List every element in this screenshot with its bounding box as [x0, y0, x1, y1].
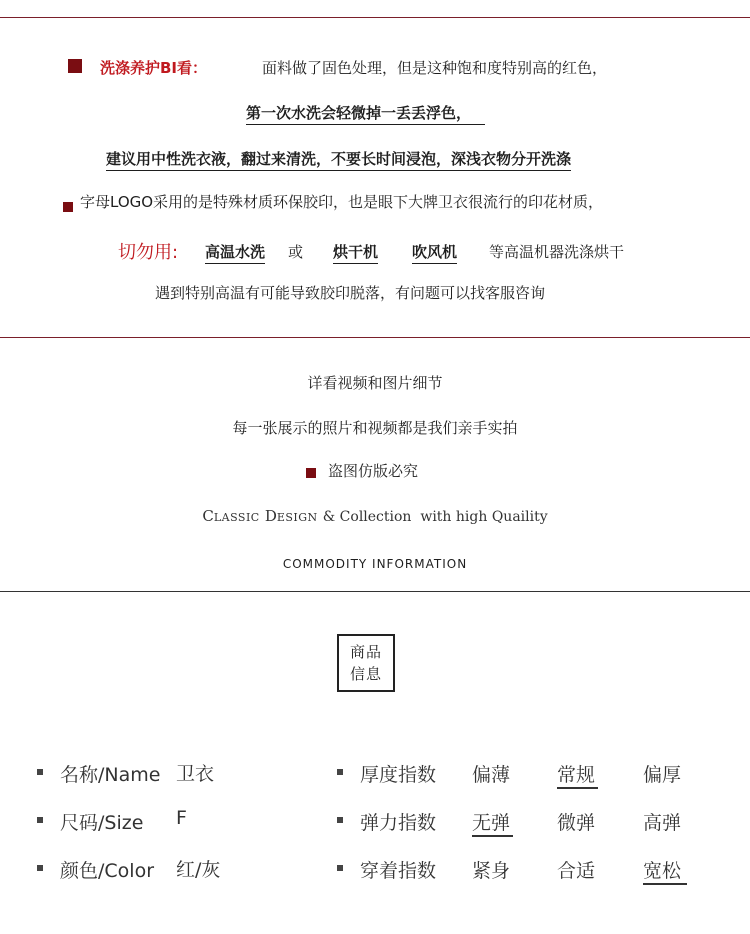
thickness-option-thick: 偏厚 — [643, 764, 682, 786]
fit-selected-underline — [643, 883, 687, 885]
notice-line-2: 每一张展示的照片和视频都是我们亲手实拍 — [232, 419, 518, 437]
product-info-box-line-1: 商品 — [349, 643, 382, 661]
size-value: F — [176, 807, 187, 829]
care-line-2: 第一次水洗会轻微掉一丢丢浮色， — [246, 102, 485, 123]
warn-item-hot-wash: 高温水洗 — [205, 241, 265, 262]
name-label: 名称/Name — [60, 764, 161, 786]
top-rule — [0, 17, 750, 18]
notice-marker — [306, 463, 316, 482]
elasticity-label: 弹力指数 — [360, 812, 437, 834]
elasticity-option-slight: 微弹 — [557, 812, 596, 834]
care-line-3: 建议用中性洗衣液，翻过来清洗，不要长时间浸泡，深浅衣物分开洗涤 — [106, 148, 571, 169]
elasticity-option-high: 高弹 — [643, 812, 682, 834]
care-line-1: 面料做了固色处理，但是这种饱和度特别高的红色， — [262, 59, 608, 77]
size-label: 尺码/Size — [60, 812, 144, 834]
warn-item-hair-dryer: 吹风机 — [412, 241, 457, 262]
name-value: 卫衣 — [176, 763, 215, 785]
warn-label: 切勿用: — [118, 242, 179, 263]
bottom-rule — [0, 591, 750, 592]
brand-slogan: CLASSIC DESIGN & Collection with high Quaility — [202, 507, 548, 525]
warn-tail: 等高温机器洗涤烘干 — [489, 243, 625, 261]
product-info-box — [337, 634, 395, 692]
notice-line-1: 详看视频和图片细节 — [307, 374, 443, 392]
care-line-6: 遇到特别高温有可能导致胶印脱落，有问题可以找客服咨询 — [155, 284, 546, 302]
thickness-option-regular: 常规 — [557, 764, 596, 786]
fit-option-fit: 合适 — [557, 860, 596, 882]
logo-note-marker — [63, 197, 73, 216]
elasticity-selected-underline — [472, 835, 513, 837]
elasticity-option-none: 无弹 — [472, 812, 511, 834]
fit-label: 穿着指数 — [360, 860, 437, 882]
bullet-icon — [37, 817, 43, 823]
commodity-heading: COMMODITY INFORMATION — [282, 557, 468, 571]
thickness-option-thin: 偏薄 — [472, 764, 511, 786]
bullet-icon — [37, 769, 43, 775]
fit-option-loose: 宽松 — [643, 860, 682, 882]
color-value: 红/灰 — [176, 859, 221, 881]
product-info-box-line-2: 信息 — [349, 665, 382, 683]
bullet-icon — [37, 865, 43, 871]
warn-or: 或 — [288, 243, 304, 261]
care-title-marker — [68, 58, 82, 77]
thickness-label: 厚度指数 — [360, 764, 437, 786]
care-line-4: 字母LOGO采用的是特殊材质环保胶印，也是眼下大牌卫衣很流行的印花材质， — [80, 193, 604, 211]
warn-item-dryer: 烘干机 — [333, 241, 378, 262]
color-label: 颜色/Color — [60, 860, 155, 882]
notice-line-3: 盗图仿版必究 — [328, 462, 419, 480]
bullet-icon — [337, 769, 343, 775]
care-title: 洗涤养护BI看： — [100, 59, 208, 77]
thickness-selected-underline — [557, 787, 598, 789]
mid-rule — [0, 337, 750, 338]
bullet-icon — [337, 865, 343, 871]
bullet-icon — [337, 817, 343, 823]
fit-option-tight: 紧身 — [472, 860, 511, 882]
